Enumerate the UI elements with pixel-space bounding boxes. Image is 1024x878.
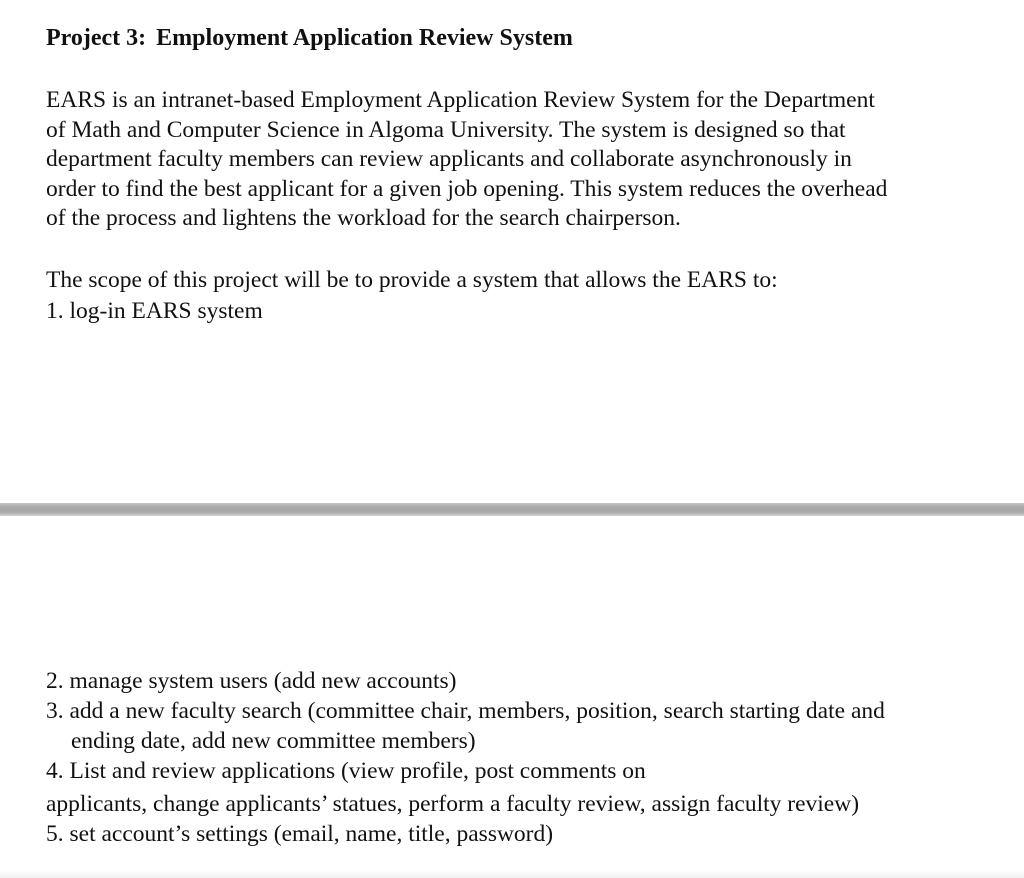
page-bottom-shadow bbox=[0, 870, 1024, 878]
intro-line: department faculty members can review applicants and collaborate asynchronously in bbox=[46, 146, 852, 172]
scope-list bbox=[46, 666, 986, 849]
list-item: 2. manage system users (add new accounts) bbox=[46, 668, 457, 694]
list-item: 5. set account’s settings (email, name, title, password) bbox=[46, 821, 554, 847]
title-prefix: Project 3: bbox=[46, 25, 147, 51]
document-page-bottom bbox=[0, 516, 1024, 878]
intro-line: of Math and Computer Science in Algoma University. The system is designed so that bbox=[46, 116, 846, 143]
intro-line: EARS is an intranet-based Employment Application Review System for the Department bbox=[46, 87, 875, 113]
intro-line: order to find the best applicant for a given job opening. This system reduces the overhead bbox=[46, 175, 888, 202]
intro-line: of the process and lightens the workload for the search chairperson. bbox=[46, 205, 681, 231]
document-title bbox=[46, 22, 573, 54]
list-item: 1. log-in EARS system bbox=[46, 298, 263, 324]
scope-intro: The scope of this project will be to provide a system that allows the EARS to: bbox=[46, 267, 778, 293]
list-item-continuation: applicants, change applicants’ statues, perform a faculty review, assign faculty review) bbox=[46, 791, 860, 817]
list-item-continuation: ending date, add new committee members) bbox=[71, 728, 476, 754]
title-main: Employment Application Review System bbox=[156, 25, 573, 51]
list-item: 4. List and review applications (view profile, post comments on bbox=[46, 758, 646, 784]
intro-paragraph bbox=[46, 86, 946, 234]
list-item: 3. add a new faculty search (committee chair, members, position, search starting date and bbox=[46, 698, 885, 724]
page-break-divider bbox=[0, 503, 1024, 516]
